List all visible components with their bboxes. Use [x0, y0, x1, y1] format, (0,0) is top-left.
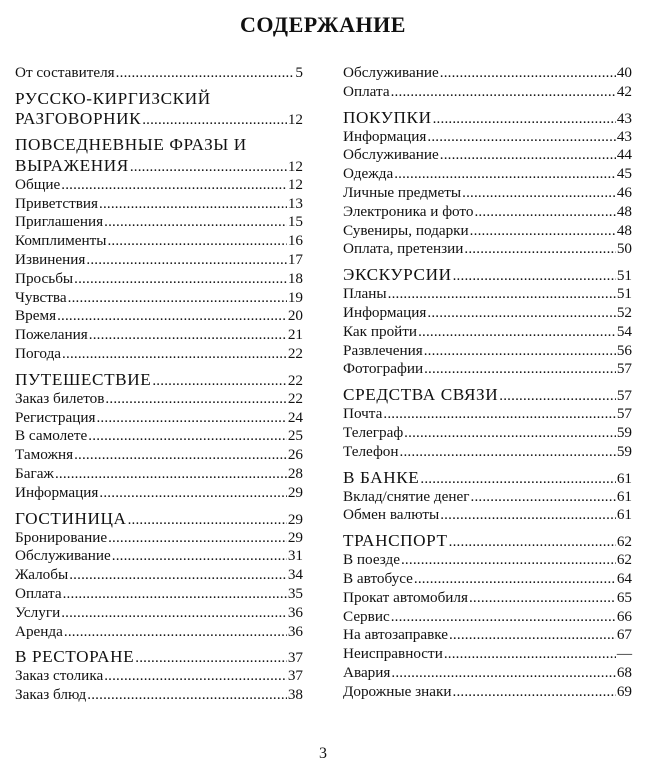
toc-entry[interactable] — [343, 360, 632, 379]
toc-entry-label: Багаж — [15, 464, 54, 482]
toc-entry[interactable] — [15, 390, 303, 409]
toc-entry-page: 16 — [287, 232, 303, 250]
dot-leader — [470, 222, 616, 241]
toc-entry[interactable] — [343, 304, 632, 323]
toc-entry-page: 24 — [287, 408, 303, 426]
toc-entry-label: ПОКУПКИ — [343, 107, 432, 127]
toc-entry[interactable] — [15, 195, 303, 214]
toc-entry-page: 68 — [616, 663, 632, 681]
page-title: СОДЕРЖАНИЕ — [240, 12, 406, 37]
toc-entry[interactable] — [343, 488, 632, 507]
toc-entry-page: 51 — [616, 267, 632, 285]
toc-entry[interactable] — [15, 213, 303, 232]
toc-entry-label: ВЫРАЖЕНИЯ — [15, 155, 129, 175]
toc-entry-page: 26 — [287, 446, 303, 464]
dot-leader — [388, 285, 616, 304]
toc-entry-label: ПОВСЕДНЕВНЫЕ ФРАЗЫ И — [15, 135, 247, 155]
toc-entry[interactable] — [343, 424, 632, 443]
toc-entry[interactable] — [15, 251, 303, 270]
toc-entry-label: Дорожные знаки — [343, 682, 452, 700]
dot-leader — [55, 465, 287, 484]
toc-entry[interactable] — [343, 645, 632, 664]
dot-leader — [99, 195, 287, 214]
toc-entry[interactable] — [15, 604, 303, 623]
toc-entry-label: Услуги — [15, 603, 61, 621]
toc-entry-page: 20 — [287, 307, 303, 325]
toc-entry-page: 44 — [616, 146, 632, 164]
toc-entry-label: Заказ билетов — [15, 389, 105, 407]
toc-entry-label: Сервис — [343, 607, 390, 625]
dot-leader — [86, 251, 286, 270]
toc-entry[interactable] — [15, 427, 303, 446]
toc-entry-label: Обслуживание — [343, 146, 439, 164]
toc-entry-page: 66 — [616, 607, 632, 625]
toc-entry-page: 62 — [616, 551, 632, 569]
toc-entry-page: 59 — [616, 442, 632, 460]
toc-left-column — [15, 64, 303, 705]
dot-leader — [427, 128, 615, 147]
dot-leader — [424, 360, 616, 379]
toc-entry-page: 17 — [287, 250, 303, 268]
dot-leader — [444, 645, 616, 664]
toc-section-heading[interactable] — [15, 89, 303, 110]
toc-entry-page: 42 — [616, 82, 632, 100]
toc-entry-page: 29 — [287, 510, 303, 528]
toc-entry-label: Приглашения — [15, 213, 104, 231]
dot-leader — [424, 342, 616, 361]
toc-entry-label: ПУТЕШЕСТВИЕ — [15, 369, 152, 389]
toc-entry-page: 22 — [287, 371, 303, 389]
toc-section-heading[interactable] — [15, 109, 303, 129]
dot-leader — [61, 176, 287, 195]
dot-leader — [62, 345, 287, 364]
toc-entry-page: 37 — [287, 667, 303, 685]
dot-leader — [499, 385, 616, 406]
dot-leader — [116, 64, 295, 83]
dot-leader — [87, 686, 287, 705]
dot-leader — [104, 213, 287, 232]
dot-leader — [68, 289, 287, 308]
toc-entry-page: 37 — [287, 649, 303, 667]
toc-entry[interactable] — [343, 608, 632, 627]
dot-leader — [61, 604, 287, 623]
toc-entry[interactable] — [343, 184, 632, 203]
toc-entry-label: Оплата — [343, 82, 390, 100]
dot-leader — [453, 683, 616, 702]
toc-entry-label: В автобусе — [343, 569, 413, 587]
dot-leader — [414, 570, 616, 589]
toc-entry[interactable] — [15, 585, 303, 604]
toc-entry-page: 21 — [287, 326, 303, 344]
dot-leader — [135, 647, 287, 668]
toc-entry[interactable] — [343, 506, 632, 525]
toc-entry-label: ЭКСКУРСИИ — [343, 265, 452, 285]
toc-entry-page: 45 — [616, 165, 632, 183]
toc-entry-label: Жалобы — [15, 566, 69, 584]
toc-entry-page: 12 — [287, 157, 303, 175]
toc-entry-label: Прокат автомобиля — [343, 588, 468, 606]
dot-leader — [471, 488, 616, 507]
toc-entry-label: Обслуживание — [15, 547, 111, 565]
toc-section-heading[interactable] — [343, 385, 632, 405]
toc-entry-page: 43 — [616, 127, 632, 145]
toc-entry[interactable] — [343, 222, 632, 241]
dot-leader — [469, 589, 616, 608]
toc-entry-page: 51 — [616, 285, 632, 303]
dot-leader — [128, 509, 287, 530]
toc-entry-label: Развлечения — [343, 341, 423, 359]
toc-entry-label: Личные предметы — [343, 183, 462, 201]
toc-entry-label: Извинения — [15, 250, 86, 268]
dot-leader — [74, 270, 287, 289]
toc-entry-page: 48 — [616, 202, 632, 220]
toc-entry-label: Аренда — [15, 622, 63, 640]
toc-entry[interactable] — [15, 547, 303, 566]
dot-leader — [391, 664, 615, 683]
toc-entry[interactable] — [15, 623, 303, 642]
toc-entry-page: 67 — [616, 626, 632, 644]
toc-entry[interactable] — [343, 165, 632, 184]
dot-leader — [433, 108, 616, 129]
toc-entry[interactable] — [15, 270, 303, 289]
toc-entry[interactable] — [343, 64, 632, 83]
toc-entry-page: 69 — [616, 682, 632, 700]
toc-entry[interactable] — [343, 342, 632, 361]
toc-entry-page: 13 — [287, 194, 303, 212]
toc-entry[interactable] — [343, 146, 632, 165]
toc-entry-page: — — [616, 645, 632, 663]
toc-section-heading[interactable] — [15, 156, 303, 176]
toc-entry[interactable] — [15, 289, 303, 308]
toc-entry-page: 12 — [287, 111, 303, 129]
toc-entry[interactable] — [343, 323, 632, 342]
toc-entry[interactable] — [15, 409, 303, 428]
toc-entry-page: 57 — [616, 405, 632, 423]
toc-entry-label: Оплата — [15, 584, 62, 602]
toc-entry-label: Просьбы — [15, 269, 74, 287]
dot-leader — [69, 566, 287, 585]
toc-entry-page: 19 — [287, 288, 303, 306]
toc-entry-page: 18 — [287, 269, 303, 287]
toc-entry-label: Обслуживание — [343, 64, 439, 81]
toc-entry[interactable] — [15, 64, 303, 83]
dot-leader — [99, 484, 286, 503]
toc-entry[interactable] — [343, 443, 632, 462]
dot-leader — [404, 424, 616, 443]
toc-entry-page: 50 — [616, 240, 632, 258]
toc-entry[interactable] — [343, 83, 632, 102]
toc-right-column — [343, 64, 632, 702]
toc-entry[interactable] — [15, 484, 303, 503]
toc-entry-label: Планы — [343, 285, 387, 303]
toc-entry-label: Телеграф — [343, 423, 404, 441]
toc-entry-page: 15 — [287, 213, 303, 231]
dot-leader — [130, 156, 287, 177]
toc-entry-page: 65 — [616, 588, 632, 606]
toc-entry-page: 62 — [616, 533, 632, 551]
toc-entry[interactable] — [15, 232, 303, 251]
toc-section-heading[interactable] — [15, 135, 303, 156]
dot-leader — [464, 240, 615, 259]
toc-entry-label: Информация — [343, 303, 427, 321]
toc-entry-label: ТРАНСПОРТ — [343, 531, 448, 551]
toc-entry-page: 59 — [616, 423, 632, 441]
toc-entry-label: Пожелания — [15, 326, 88, 344]
toc-entry[interactable] — [343, 589, 632, 608]
toc-entry-label: СРЕДСТВА СВЯЗИ — [343, 385, 499, 405]
toc-entry-label: Сувениры, подарки — [343, 221, 469, 239]
toc-entry-page: 61 — [616, 487, 632, 505]
toc-entry-label: Фотографии — [343, 360, 424, 378]
toc-entry-label: В БАНКЕ — [343, 467, 420, 487]
dot-leader — [96, 409, 286, 428]
toc-entry[interactable] — [343, 683, 632, 702]
dot-leader — [74, 446, 287, 465]
dot-leader — [401, 551, 616, 570]
toc-entry[interactable] — [343, 285, 632, 304]
toc-section-heading[interactable] — [343, 108, 632, 128]
toc-entry[interactable] — [343, 203, 632, 222]
dot-leader — [142, 109, 287, 130]
toc-entry[interactable] — [343, 240, 632, 259]
dot-leader — [391, 83, 616, 102]
toc-entry[interactable] — [15, 566, 303, 585]
toc-entry-label: Таможня — [15, 446, 74, 464]
toc-entry[interactable] — [15, 307, 303, 326]
toc-entry-page: 29 — [287, 528, 303, 546]
toc-entry-page: 35 — [287, 584, 303, 602]
dot-leader — [474, 203, 615, 222]
toc-entry-page: 56 — [616, 341, 632, 359]
dot-leader — [449, 531, 616, 552]
dot-leader — [400, 443, 616, 462]
toc-entry[interactable] — [15, 529, 303, 548]
toc-entry-label: Телефон — [343, 442, 399, 460]
toc-entry-label: Заказ блюд — [15, 686, 87, 704]
toc-entry-page: 61 — [616, 469, 632, 487]
toc-entry-label: Приветствия — [15, 194, 98, 212]
dot-leader — [418, 323, 616, 342]
toc-entry-page: 52 — [616, 303, 632, 321]
toc-entry[interactable] — [15, 465, 303, 484]
toc-entry-label: От составителя — [15, 64, 115, 81]
toc-entry-page: 25 — [287, 427, 303, 445]
toc-entry-label: Как пройти — [343, 322, 418, 340]
toc-entry[interactable] — [15, 686, 303, 705]
toc-entry-label: Общие — [15, 175, 61, 193]
toc-entry[interactable] — [343, 626, 632, 645]
dot-leader — [440, 64, 616, 83]
toc-section-heading[interactable] — [343, 468, 632, 488]
toc-entry-page: 46 — [616, 183, 632, 201]
dot-leader — [108, 529, 287, 548]
toc-entry-page: 64 — [616, 569, 632, 587]
dot-leader — [152, 370, 286, 391]
toc-entry-page: 28 — [287, 464, 303, 482]
dot-leader — [107, 232, 286, 251]
toc-entry[interactable] — [15, 176, 303, 195]
dot-leader — [57, 307, 287, 326]
toc-entry-page: 57 — [616, 360, 632, 378]
toc-entry-label: Регистрация — [15, 408, 96, 426]
dot-leader — [427, 304, 615, 323]
dot-leader — [462, 184, 616, 203]
toc-entry[interactable] — [15, 345, 303, 364]
toc-section-heading[interactable] — [15, 509, 303, 529]
toc-entry[interactable] — [343, 128, 632, 147]
toc-entry-label: ГОСТИНИЦА — [15, 508, 127, 528]
toc-section-heading[interactable] — [343, 265, 632, 285]
page-number: 3 — [319, 745, 327, 762]
toc-entry-label: Вклад/снятие денег — [343, 487, 470, 505]
toc-entry-label: В самолете — [15, 427, 88, 445]
dot-leader — [63, 585, 287, 604]
toc-entry-label: Комплименты — [15, 232, 107, 250]
toc-entry-page: 36 — [287, 622, 303, 640]
toc-entry-page: 38 — [287, 686, 303, 704]
toc-entry-label: Неисправности — [343, 645, 443, 663]
toc-entry[interactable] — [343, 570, 632, 589]
toc-entry[interactable] — [15, 446, 303, 465]
dot-leader — [420, 468, 615, 489]
dot-leader — [394, 165, 616, 184]
dot-leader — [449, 626, 616, 645]
toc-entry-page: 61 — [616, 506, 632, 524]
toc-entry-label: Чувства — [15, 288, 67, 306]
toc-entry[interactable] — [343, 664, 632, 683]
toc-entry-page: 36 — [287, 603, 303, 621]
toc-entry-label: Информация — [343, 127, 427, 145]
dot-leader — [440, 146, 616, 165]
dot-leader — [64, 623, 287, 642]
toc-entry-page: 48 — [616, 221, 632, 239]
dot-leader — [112, 547, 287, 566]
toc-entry-label: Время — [15, 307, 57, 325]
toc-entry-page: 5 — [295, 64, 303, 81]
toc-entry-page: 40 — [616, 64, 632, 81]
dot-leader — [391, 608, 616, 627]
toc-entry-label: На автозаправке — [343, 626, 448, 644]
toc-entry-label: Погода — [15, 344, 62, 362]
dot-leader — [89, 326, 287, 345]
toc-section-heading[interactable] — [15, 647, 303, 667]
toc-entry-page: 57 — [616, 387, 632, 405]
toc-entry[interactable] — [15, 326, 303, 345]
toc-entry-page: 31 — [287, 547, 303, 565]
toc-entry-page: 29 — [287, 483, 303, 501]
toc-entry-page: 12 — [287, 175, 303, 193]
dot-leader — [104, 667, 287, 686]
toc-entry-page: 22 — [287, 344, 303, 362]
toc-entry-label: Авария — [343, 663, 391, 681]
toc-entry-page: 43 — [616, 109, 632, 127]
toc-entry-label: РУССКО-КИРГИЗСКИЙ — [15, 88, 211, 108]
toc-entry-label: В РЕСТОРАНЕ — [15, 647, 135, 667]
toc-entry-label: Бронирование — [15, 528, 108, 546]
dot-leader — [453, 265, 616, 286]
toc-entry-label: Оплата, претензии — [343, 240, 464, 258]
toc-entry-label: Обмен валюты — [343, 506, 440, 524]
toc-entry-page: 54 — [616, 322, 632, 340]
dot-leader — [383, 405, 615, 424]
dot-leader — [105, 390, 286, 409]
toc-entry-label: РАЗГОВОРНИК — [15, 109, 142, 129]
toc-entry-page: 22 — [287, 389, 303, 407]
toc-section-heading[interactable] — [343, 531, 632, 551]
toc-entry-page: 34 — [287, 566, 303, 584]
toc-section-heading[interactable] — [15, 370, 303, 390]
dot-leader — [88, 427, 287, 446]
toc-entry[interactable] — [343, 551, 632, 570]
toc-entry-label: В поезде — [343, 551, 400, 569]
toc-entry-label: Заказ столика — [15, 667, 104, 685]
toc-entry-label: Информация — [15, 483, 99, 501]
dot-leader — [440, 506, 616, 525]
toc-entry-label: Почта — [343, 405, 383, 423]
toc-entry[interactable] — [15, 667, 303, 686]
toc-entry-label: Одежда — [343, 165, 394, 183]
toc-entry[interactable] — [343, 405, 632, 424]
toc-entry-label: Электроника и фото — [343, 202, 474, 220]
